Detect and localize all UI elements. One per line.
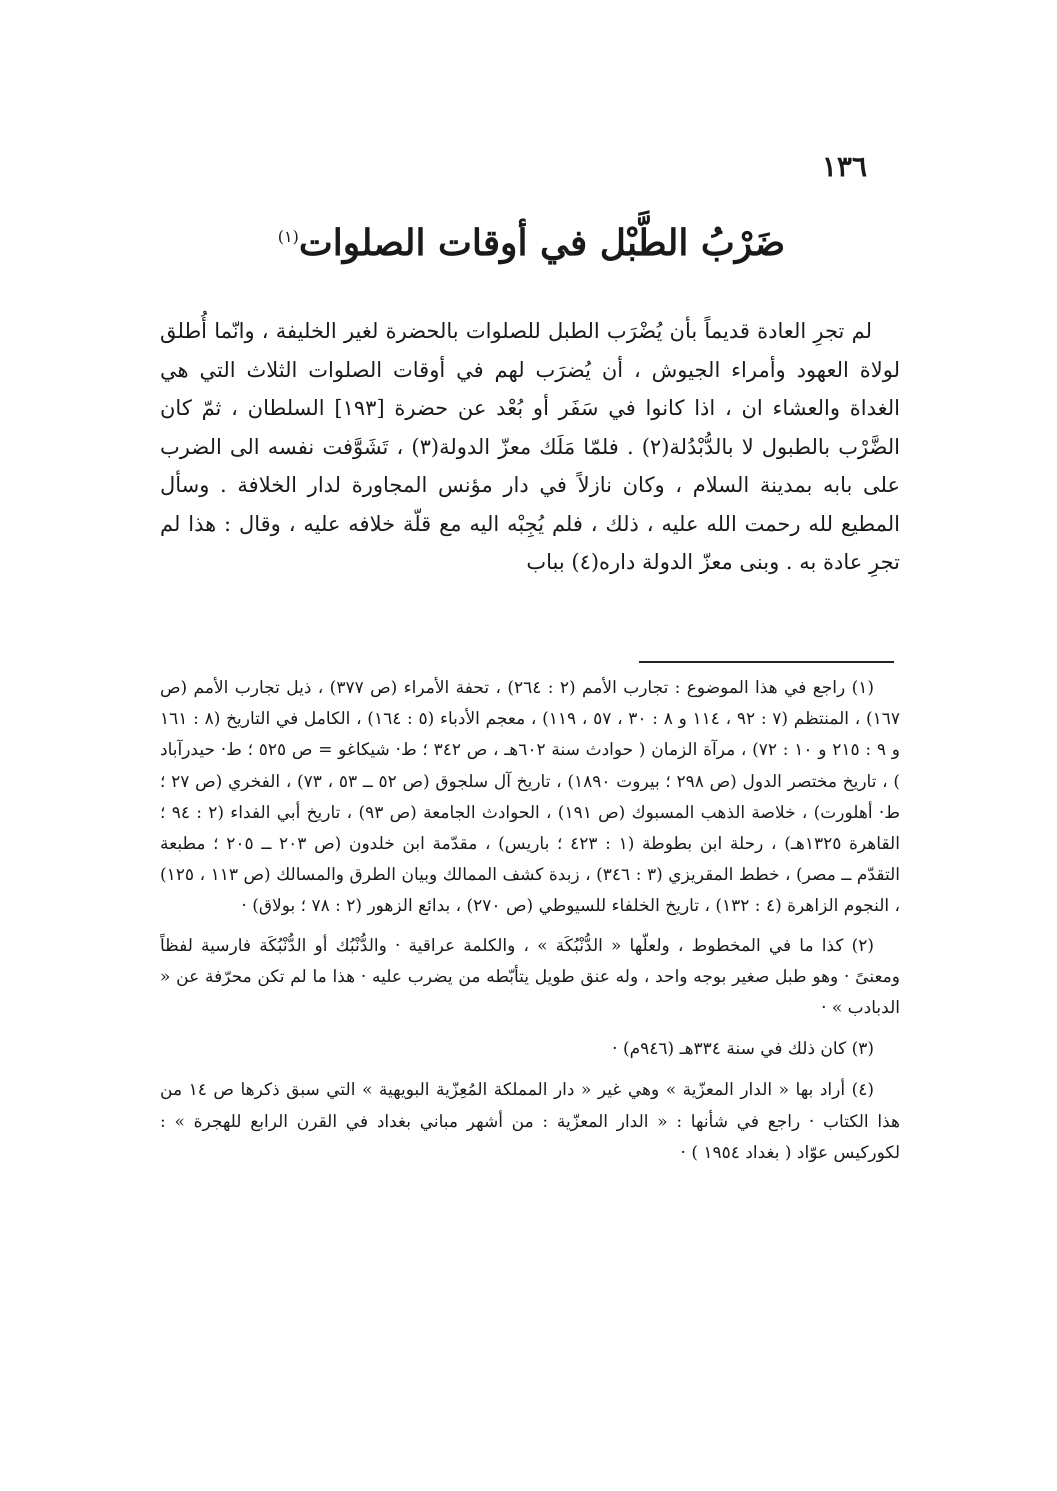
footnote-2: (٢) كذا ما في المخطوط ، ولعلّها « الدُّنْبُكَة » ، والكلمة عراقية · والدُّنْبُك أو الدُّنْبُكَة فارسية لفظاً ومعنىً · وهو طبل صغير بوجه واحد ، وله عنق طويل يتأبّطه من يضرب عليه · هذا ما لم تكن محرّفة عن « الدبادب » · — [160, 935, 900, 1019]
footnote-divider — [639, 661, 894, 663]
main-body-text — [160, 312, 900, 582]
title-footnote-marker: (١) — [277, 227, 299, 246]
footnote-3: (٣) كان ذلك في سنة ٣٣٤هـ (٩٤٦م) · — [612, 1039, 874, 1060]
footnotes-section — [160, 673, 900, 1179]
footnote-1: (١) راجع في هذا الموضوع : تجارب الأمم (٢ : ٢٦٤) ، تحفة الأمراء (ص ٣٧٧) ، ذيل تجارب الأمم (ص ١٦٧) ، المنتظم (٧ : ٩٢ ، ١١٤ و ٨ : ٣٠ ، ٥٧ ، ١١٩) ، معجم الأدباء (٥ : ١٦٤) ، الكامل في التاريخ (٨ : ١٦١ و ٩ : ٢١٥ و ١٠ : ٧٢) ، مرآة الزمان ( حوادث سنة ٦٠٢هـ ، ص ٣٤٢ ؛ ط· شيكاغو = ص ٥٢٥ ؛ ط· حيدرآباد ) ، تاريخ مختصر الدول (ص ٢٩٨ ؛ بيروت ١٨٩٠) ، تاريخ آل سلجوق (ص ٥٢ ــ ٥٣ ، ٧٣) ، الفخري (ص ٢٧ ؛ ط· أهلورت) ، خلاصة الذهب المسبوك (ص ١٩١) ، الحوادث الجامعة (ص ٩٣) ، تاريخ أبي الفداء (٢ : ٩٤ ؛ القاهرة ١٣٢٥هـ) ، رحلة ابن بطوطة (١ : ٤٢٣ ؛ باريس) ، مقدّمة ابن خلدون (ص ٢٠٣ ــ ٢٠٥ ؛ مطبعة التقدّم ــ مصر) ، خطط المقريزي (٣ : ٣٤٦) ، زبدة كشف الممالك وبيان الطرق والمسالك (ص ١١٣ ، ١٢٥) ، النجوم الزاهرة (٤ : ١٣٢) ، تاريخ الخلفاء للسيوطي (ص ٢٧٠) ، بدائع الزهور (٢ : ٧٨ ؛ بولاق) · — [160, 678, 900, 917]
footnote-4: (٤) أراد بها « الدار المعزّية » وهي غير « دار المملكة المُعِزّية البويهية » التي سبق ذكرها ص ١٤ من هذا الكتاب · راجع في شأنها : « الدار المعزّية : من أشهر مباني بغداد في القرن الرابع للهجرة » : لكوركيس عوّاد ( بغداد ١٩٥٤ ) · — [160, 1080, 900, 1163]
body-paragraph: لم تجرِ العادة قديماً بأن يُضْرَب الطبل للصلوات بالحضرة لغير الخليفة ، وانّما أُطلق لولاة العهود وأمراء الجيوش ، أن يُضرَب لهم في أوقات الصلوات الثلاث التي هي الغداة والعشاء ان ، اذا كانوا في سَفَر أو بُعْد عن حضرة [١٩٣] السلطان ، ثمّ كان الضَّرْب بالطبول لا بالدُّبْدُلة(٢) . فلمّا مَلَك معزّ الدولة(٣) ، تَشَوَّفت نفسه الى الضرب على بابه بمدينة السلام ، وكان نازلاً في دار مؤنس المجاورة لدار الخلافة . وسأل المطيع لله رحمت الله عليه ، ذلك ، فلم يُجِبْه اليه مع قلّة خلافه عليه ، وقال : هذا لم تجرِ عادة به . وبنى معزّ الدولة داره(٤) بباب — [160, 319, 900, 574]
chapter-title — [200, 222, 863, 264]
page-number: ١٣٦ — [821, 150, 867, 183]
chapter-title-text: ضَرْبُ الطَّبْل في أوقات الصلوات — [298, 222, 786, 264]
